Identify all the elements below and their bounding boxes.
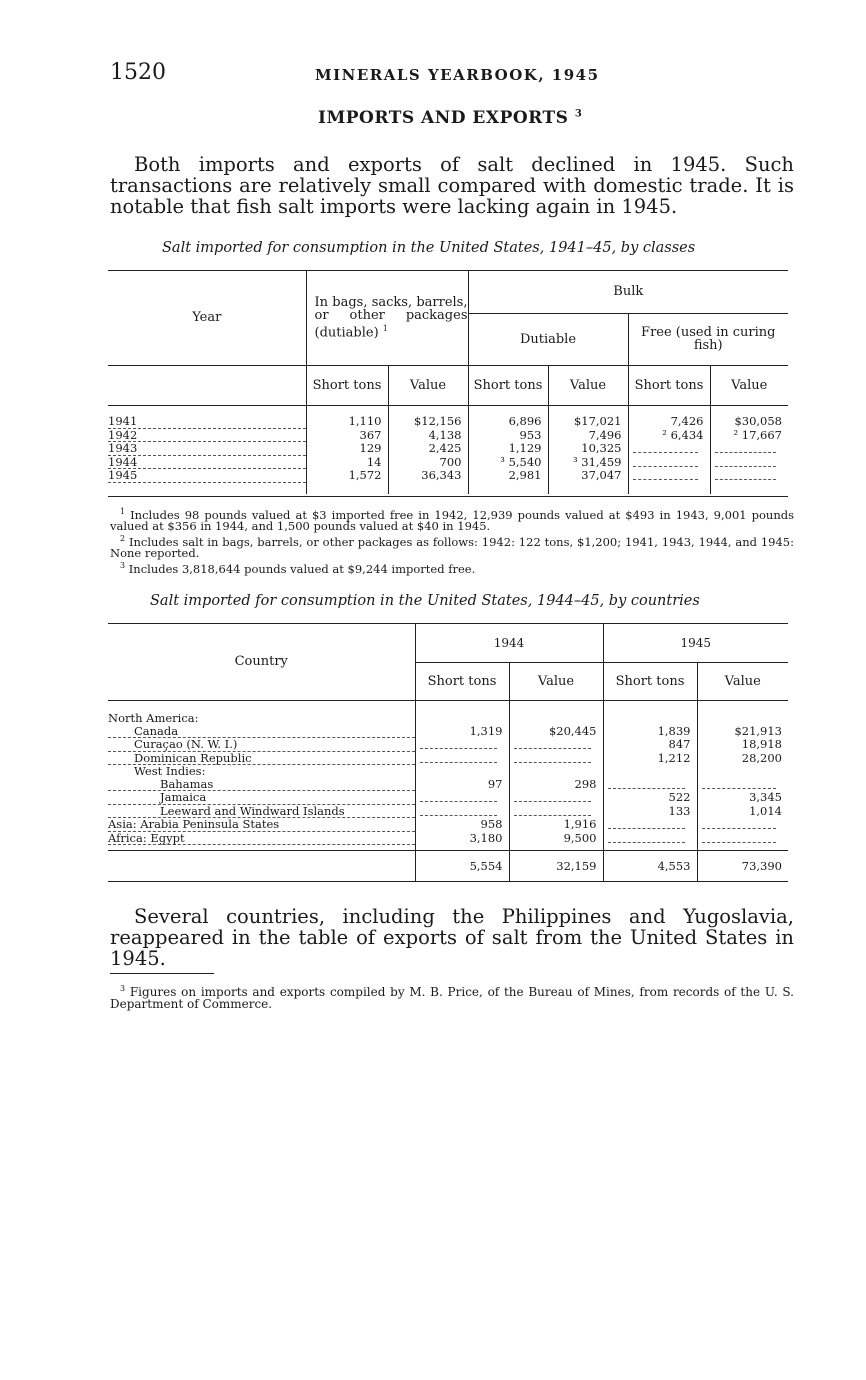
country-v44-cell: $20,445 xyxy=(509,725,603,738)
free-value-cell xyxy=(710,455,788,469)
country-t44-cell: 958 xyxy=(415,818,509,832)
country-t44-cell xyxy=(415,804,509,818)
table-1-footnotes xyxy=(110,506,794,575)
table-1-header-pkg-tons: Short tons xyxy=(306,365,388,405)
country-v44-cell xyxy=(509,765,603,778)
pkg-value-cell: $12,156 xyxy=(388,415,468,428)
country-t44-cell xyxy=(415,738,509,752)
table-1-header-blank xyxy=(108,365,306,405)
country-v44-cell xyxy=(509,804,603,818)
table-2 xyxy=(108,624,788,881)
table-1-footnote xyxy=(110,533,794,560)
pkg-tons-cell: 1,110 xyxy=(306,415,388,428)
country-v45-cell xyxy=(697,831,788,845)
country-t45-cell: 1,839 xyxy=(603,725,697,738)
pkg-tons-cell: 14 xyxy=(306,455,388,469)
dut-tons-cell: 953 xyxy=(468,428,548,442)
country-t45-cell: 847 xyxy=(603,738,697,752)
country-v45-cell xyxy=(697,818,788,832)
empty-leader xyxy=(514,753,591,763)
country-v44-cell xyxy=(509,751,603,765)
section-title-footnote: 3 xyxy=(574,108,583,120)
footnote-text: Includes salt in bags, barrels, or other packages as follows: 1942: 122 tons, $1,200; 1941, 1943, 1944, and 1945: None reported. xyxy=(110,534,795,561)
empty-leader xyxy=(702,779,777,789)
table-2-header-1944: 1944 xyxy=(415,624,603,662)
dut-tons-cell: 1,129 xyxy=(468,442,548,456)
free-tons-cell xyxy=(628,469,710,483)
empty-leader xyxy=(608,779,685,789)
country-v45-cell: 3,345 xyxy=(697,791,788,805)
empty-leader xyxy=(633,443,698,453)
table-row xyxy=(108,831,788,845)
table-1-footnote xyxy=(110,506,794,533)
paragraph-intro xyxy=(110,154,794,217)
table-2-header-tons-1944: Short tons xyxy=(415,662,509,700)
country-v44-cell xyxy=(509,712,603,725)
table-2-total-tons-1945: 4,553 xyxy=(603,851,697,881)
table-1-body xyxy=(108,415,788,482)
dut-tons-cell: 6,896 xyxy=(468,415,548,428)
footnote-text: Includes 3,818,644 pounds valued at $9,244 imported free. xyxy=(128,561,476,576)
section-title xyxy=(318,108,582,128)
table-2-header-value-1945: Value xyxy=(697,662,788,700)
year-cell: 1944 xyxy=(108,455,306,469)
empty-leader xyxy=(715,443,777,453)
pkg-value-cell: 2,425 xyxy=(388,442,468,456)
country-t45-cell xyxy=(603,712,697,725)
table-1-bottom-rule xyxy=(108,496,788,497)
table-row xyxy=(108,455,788,469)
table-row xyxy=(108,791,788,805)
table-2-total-tons-1944: 5,554 xyxy=(415,851,509,881)
country-v45-cell: 28,200 xyxy=(697,751,788,765)
table-row xyxy=(108,415,788,428)
table-2-header-country: Country xyxy=(108,624,415,700)
country-t45-cell: 133 xyxy=(603,804,697,818)
country-t45-cell xyxy=(603,765,697,778)
table-1-header-pkg-value: Value xyxy=(388,365,468,405)
table-1-footnote xyxy=(110,560,794,575)
table-1-header-packages-fn: 1 xyxy=(382,324,388,334)
free-tons-cell: ² 6,434 xyxy=(628,428,710,442)
empty-leader xyxy=(420,739,497,749)
year-cell: 1941 xyxy=(108,415,306,428)
dut-value-cell: $17,021 xyxy=(548,415,628,428)
empty-leader xyxy=(715,457,777,467)
footnote-mark: 2 xyxy=(120,533,126,543)
country-t44-cell: 1,319 xyxy=(415,725,509,738)
paragraph-exports-text: Several countries, including the Philippines and Yugoslavia, reappeared in the table of exports of salt from the United States in 1945. xyxy=(110,905,794,970)
table-2-body xyxy=(108,712,788,845)
table-2-total-label xyxy=(108,851,415,881)
table-1-header-bulk: Bulk xyxy=(468,271,788,313)
table-2-caption: Salt imported for consumption in the United States, 1944–45, by countries xyxy=(150,593,700,609)
pkg-value-cell: 36,343 xyxy=(388,469,468,483)
table-row xyxy=(108,778,788,791)
dut-value-cell: ³ 31,459 xyxy=(548,455,628,469)
table-2-header-tons-1945: Short tons xyxy=(603,662,697,700)
table-row xyxy=(108,725,788,738)
country-label: Bahamas xyxy=(108,778,415,791)
free-tons-cell xyxy=(628,455,710,469)
empty-leader xyxy=(514,739,591,749)
pkg-tons-cell: 129 xyxy=(306,442,388,456)
country-label: North America: xyxy=(108,711,199,725)
country-t45-cell xyxy=(603,831,697,845)
country-label: Canada xyxy=(108,725,415,738)
country-label: Dominican Republic xyxy=(108,751,415,765)
country-label: Leeward and Windward Islands xyxy=(108,804,415,818)
country-t45-cell xyxy=(603,778,697,791)
table-1-header-packages-text: In bags, sacks, barrels, or other packages (dutiable) xyxy=(314,295,468,341)
table-2-header-1945: 1945 xyxy=(603,624,788,662)
country-v44-cell xyxy=(509,791,603,805)
country-v45-cell xyxy=(697,765,788,778)
year-cell: 1943 xyxy=(108,442,306,456)
table-row xyxy=(108,751,788,765)
table-2-header-value-1944: Value xyxy=(509,662,603,700)
empty-leader xyxy=(608,819,685,829)
footnote-text: Includes 98 pounds valued at $3 imported free in 1942, 12,939 pounds valued at $493 in 1943, 9,001 pounds valued at $356 in 1944, and 1,500 pounds valued at $40 in 1945. xyxy=(110,507,794,534)
pkg-tons-cell: 367 xyxy=(306,428,388,442)
page-footnote-text: Figures on imports and exports compiled by M. B. Price, of the Bureau of Mines, from records of the U. S. Department of Commerce. xyxy=(110,985,794,1011)
free-value-cell: ² 17,667 xyxy=(710,428,788,442)
empty-leader xyxy=(608,833,685,843)
empty-leader xyxy=(715,470,777,480)
year-cell: 1945 xyxy=(108,469,306,483)
pkg-value-cell: 4,138 xyxy=(388,428,468,442)
table-2-total-value-1944: 32,159 xyxy=(509,851,603,881)
pkg-value-cell: 700 xyxy=(388,455,468,469)
year-cell: 1942 xyxy=(108,428,306,442)
running-title: MINERALS YEARBOOK, 1945 xyxy=(315,66,600,84)
empty-leader xyxy=(702,833,777,843)
table-1-header-free-value: Value xyxy=(710,365,788,405)
table-1-header-dut-tons: Short tons xyxy=(468,365,548,405)
country-t45-cell: 522 xyxy=(603,791,697,805)
table-row xyxy=(108,765,788,778)
footnote-separator xyxy=(110,973,214,974)
table-1-header-dutiable: Dutiable xyxy=(468,313,628,365)
footnote-mark: 1 xyxy=(120,507,126,516)
country-t44-cell xyxy=(415,765,509,778)
table-1 xyxy=(108,271,788,494)
table-1-header-packages xyxy=(306,271,468,365)
table-row xyxy=(108,738,788,752)
country-v45-cell xyxy=(697,778,788,791)
country-v45-cell: 18,918 xyxy=(697,738,788,752)
paragraph-exports xyxy=(110,906,794,969)
empty-leader xyxy=(514,806,591,816)
table-1-header-year: Year xyxy=(108,271,306,365)
table-1-header-dut-value: Value xyxy=(548,365,628,405)
country-t44-cell: 3,180 xyxy=(415,831,509,845)
country-t45-cell xyxy=(603,818,697,832)
country-v44-cell: 1,916 xyxy=(509,818,603,832)
country-v45-cell: 1,014 xyxy=(697,804,788,818)
empty-leader xyxy=(420,806,497,816)
country-t45-cell: 1,212 xyxy=(603,751,697,765)
table-2-bottom-rule xyxy=(108,881,788,882)
country-label: Jamaica xyxy=(108,791,415,805)
dut-tons-cell: ³ 5,540 xyxy=(468,455,548,469)
paragraph-intro-text: Both imports and exports of salt declined in 1945. Such transactions are relatively small compared with domestic trade. It is notable that fish salt imports were lacking again in 1945. xyxy=(110,153,794,218)
country-label: Africa: Egypt xyxy=(108,831,415,845)
free-tons-cell: 7,426 xyxy=(628,415,710,428)
dut-value-cell: 7,496 xyxy=(548,428,628,442)
country-t44-cell xyxy=(415,751,509,765)
footnote-mark: 3 xyxy=(120,560,126,570)
country-label: Asia: Arabia Peninsula States xyxy=(108,818,415,832)
free-value-cell xyxy=(710,469,788,483)
country-label: Curaçao (N. W. I.) xyxy=(108,738,415,752)
page-number: 1520 xyxy=(110,60,166,85)
country-v45-cell: $21,913 xyxy=(697,725,788,738)
country-t44-cell: 97 xyxy=(415,778,509,791)
free-value-cell: $30,058 xyxy=(710,415,788,428)
table-row xyxy=(108,428,788,442)
country-v45-cell xyxy=(697,712,788,725)
dut-value-cell: 10,325 xyxy=(548,442,628,456)
country-v44-cell xyxy=(509,738,603,752)
table-2-total-value-1945: 73,390 xyxy=(697,851,788,881)
page-footnote-mark: 3 xyxy=(120,984,126,993)
free-tons-cell xyxy=(628,442,710,456)
dut-tons-cell: 2,981 xyxy=(468,469,548,483)
empty-leader xyxy=(420,753,497,763)
empty-leader xyxy=(702,819,777,829)
free-value-cell xyxy=(710,442,788,456)
country-label: West Indies: xyxy=(134,764,206,778)
country-t44-cell xyxy=(415,791,509,805)
table-1-header-free-tons: Short tons xyxy=(628,365,710,405)
table-row xyxy=(108,712,788,725)
table-row xyxy=(108,442,788,456)
pkg-tons-cell: 1,572 xyxy=(306,469,388,483)
table-1-header-free: Free (used in curing fish) xyxy=(628,313,788,365)
section-title-text: IMPORTS AND EXPORTS xyxy=(318,108,569,128)
table-1-caption: Salt imported for consumption in the United States, 1941–45, by classes xyxy=(162,240,696,256)
table-row xyxy=(108,469,788,483)
empty-leader xyxy=(633,457,698,467)
table-row xyxy=(108,818,788,832)
country-v44-cell: 298 xyxy=(509,778,603,791)
empty-leader xyxy=(633,470,698,480)
country-v44-cell: 9,500 xyxy=(509,831,603,845)
table-row xyxy=(108,804,788,818)
page-footnote xyxy=(110,983,794,1010)
empty-leader xyxy=(514,792,591,802)
dut-value-cell: 37,047 xyxy=(548,469,628,483)
empty-leader xyxy=(420,792,497,802)
country-t44-cell xyxy=(415,712,509,725)
